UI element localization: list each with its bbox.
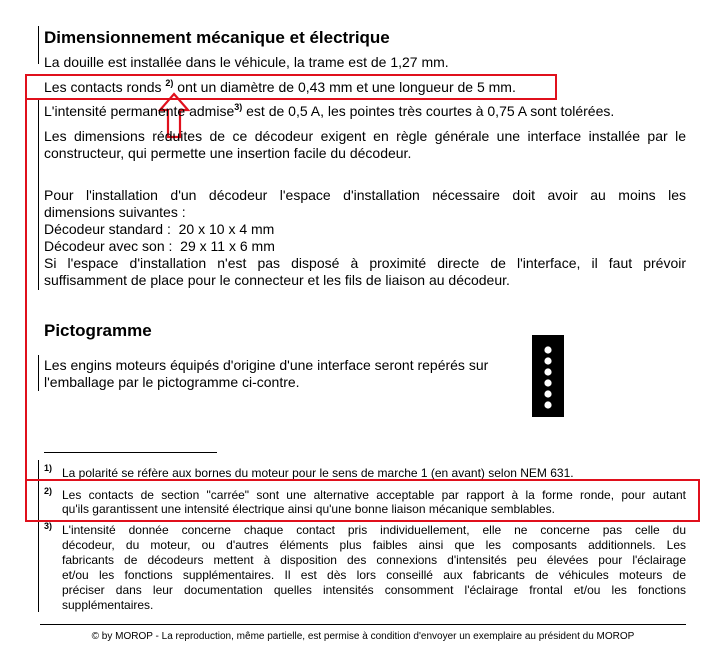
section-title: Dimensionnement mécanique et électrique	[44, 28, 390, 47]
footnote-text: décodeur, du moteur, ou d'autres éléments plus faibles ainsi que les composants additionnels. Les	[62, 538, 686, 552]
paragraph-line: Décodeur avec son : 29 x 11 x 6 mm	[44, 238, 275, 254]
paragraph-line: Décodeur standard : 20 x 10 x 4 mm	[44, 221, 275, 237]
section-title: Pictogramme	[44, 321, 152, 340]
footnote-text: et/ou les fonctions supplémentaires. Il est dès lors conseillé aux fabricants de véhicules moteurs de	[62, 568, 686, 582]
text-fragment: L'intensité permanente admise	[44, 103, 235, 119]
footnote-separator	[44, 452, 217, 453]
paragraph-line: suffisamment de place pour le connecteur et les fils de liaison au décodeur.	[44, 272, 510, 288]
footnote-ref: 3)	[234, 102, 243, 112]
footnote-text: préciser dans leur documentation quelles intensités consomment l'éclairage frontal et/ou les fonctions	[62, 583, 686, 597]
change-bar-middle	[38, 100, 39, 290]
footnote-text: fabricants de décodeurs mettent à disposition des connexions d'intensités peu élevées pour l'éclairage	[62, 553, 686, 567]
footnote-text: Les contacts de section "carrée" sont une alternative acceptable par rapport à la forme ronde, pour autant	[62, 488, 686, 502]
paragraph-line: constructeur, qui permette une insertion facile du décodeur.	[44, 145, 412, 161]
text-fragment: ont un diamètre de 0,43 mm et une longueur de 5 mm.	[173, 79, 516, 95]
paragraph-line: l'emballage par le pictogramme ci-contre.	[44, 374, 300, 390]
paragraph-line: dimensions suivantes :	[44, 204, 186, 220]
footnote-mark: 1)	[44, 463, 53, 473]
footer-text: © by MOROP - La reproduction, même partielle, est permise à condition d'envoyer un exemplaire au président du MOROP	[91, 631, 635, 642]
text-fragment: est de 0,5 A, les pointes très courtes à 0,75 A sont tolérées.	[242, 103, 615, 119]
annotation-line	[25, 84, 27, 488]
footnote-mark: 3)	[44, 521, 53, 531]
footnote-mark: 2)	[44, 486, 53, 496]
pictogram-dots	[532, 335, 564, 417]
footnote-text: La polarité se réfère aux bornes du moteur pour le sens de marche 1 (en avant) selon NEM 631.	[62, 466, 574, 480]
paragraph-contacts	[44, 79, 516, 96]
footer-rule	[40, 624, 686, 625]
paragraph-intensity	[44, 103, 614, 120]
paragraph: La douille est installée dans le véhicule, la trame est de 1,27 mm.	[44, 54, 449, 70]
footnote-ref: 2)	[165, 78, 174, 88]
footnote-text: supplémentaires.	[62, 598, 154, 612]
pictogram-icon	[532, 335, 564, 417]
paragraph-line: Les dimensions réduites de ce décodeur exigent en règle générale une interface installée par le	[44, 128, 686, 144]
footnote-text: qu'ils garantissent une intensité électrique ainsi qu'une bonne liaison mécanique semblables.	[62, 502, 555, 516]
footnote-text: L'intensité donnée concerne chaque contact pris individuellement, elle ne concerne pas celle du	[62, 523, 686, 537]
text-fragment: Les contacts ronds	[44, 79, 166, 95]
paragraph-line: Si l'espace d'installation n'est pas disposé à proximité directe de l'interface, il faut prévoir	[44, 255, 686, 271]
change-bar-pictogram	[38, 355, 39, 391]
paragraph-line: Les engins moteurs équipés d'origine d'une interface seront repérés sur	[44, 357, 489, 373]
paragraph-line: Pour l'installation d'un décodeur l'espace d'installation nécessaire doit avoir au moins les	[44, 187, 686, 203]
change-bar-top	[38, 26, 39, 64]
